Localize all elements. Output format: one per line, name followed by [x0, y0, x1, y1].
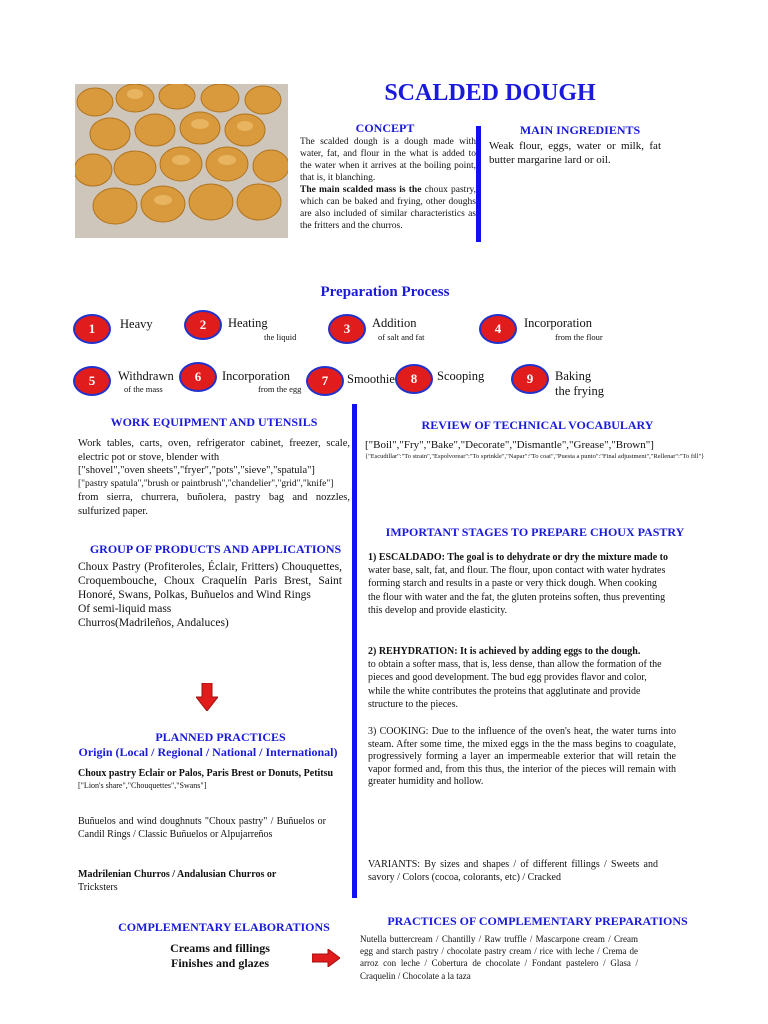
planned-item3 [78, 868, 320, 894]
planned-item2: Buñuelos and wind doughnuts "Choux pastry" / Buñuelos or Candil Rings / Classic Buñuelos or Alpujarreños [78, 816, 326, 840]
step-2-sub: the liquid [264, 332, 297, 342]
planned-item1-sub: ["Lion's share","Chouquettes","Swans"] [78, 781, 207, 790]
stage-3: 3) COOKING: Due to the influence of the oven's heat, the water turns into steam. After some time, the mixed eggs in the the mass begins to coagulate, progressively forming a layer an impermeable exterior that will retain the vapor formed and, from this thus, the interior of the pieces will remain with greater humidity and hollow. [368, 726, 676, 787]
step-8-circle: 8 [395, 364, 433, 394]
step-5-label: Withdrawn [118, 369, 174, 383]
practices-heading: PRACTICES OF COMPLEMENTARY PREPARATIONS [387, 914, 688, 928]
step-5-sub: of the mass [124, 384, 163, 394]
step-4-label: Incorporation [524, 316, 593, 330]
products-line1: Choux Pastry (Profiteroles, Éclair, Fritters) Chouquettes, Croquembouche, Choux Craquelín Paris Brest, Saint Honoré, Swans, Polkas, Buñuelos and Wind Rings [78, 561, 342, 601]
equipment-text [78, 437, 350, 518]
concept-p2-bold: The main scalded mass is the [300, 185, 422, 195]
stage-2 [368, 645, 668, 711]
products-heading: GROUP OF PRODUCTS AND APPLICATIONS [89, 542, 342, 556]
cream-puffs-photo [75, 84, 288, 238]
stage-1 [368, 551, 690, 617]
stages-heading: IMPORTANT STAGES TO PREPARE CHOUX PASTRY [385, 525, 685, 539]
equipment-line3: ["pastry spatula","brush or paintbrush","chandelier","grid","knife"] [78, 478, 334, 489]
step-7-circle: 7 [306, 366, 344, 396]
step-4-circle: 4 [479, 314, 517, 344]
ingredients-heading: MAIN INGREDIENTS [519, 123, 641, 137]
step-3-sub: of salt and fat [378, 332, 425, 342]
planned-item1: Choux pastry Éclair or Palos, Paris Brest or Donuts, Petitsu [78, 768, 334, 779]
divider-bar [476, 126, 481, 242]
complementary-list [140, 941, 300, 971]
equipment-line2: ["shovel","oven sheets","fryer","pots","sieve","spatula"] [78, 465, 315, 476]
equipment-line1: Work tables, carts, oven, refrigerator cabinet, freezer, scale, electric pot or stove, blender with [78, 438, 350, 463]
step-6-sub: from the egg [258, 384, 302, 394]
page-title: SCALDED DOUGH [384, 80, 596, 106]
ingredients-text: Weak flour, eggs, water or milk, fat butter margarine lard or oil. [489, 140, 661, 166]
vocab-heading: REVIEW OF TECHNICAL VOCABULARY [421, 418, 654, 432]
complementary-line1: Creams and fillings [170, 941, 270, 955]
arrow-right-icon [312, 949, 340, 972]
step-6-label: Incorporation [222, 369, 291, 383]
step-3-label: Addition [372, 316, 417, 330]
arrow-down-icon [196, 683, 218, 716]
complementary-heading: COMPLEMENTARY ELABORATIONS [118, 920, 330, 934]
concept-p2: choux pastry, which can be baked and frying, other doughs are also included of similar characteristics as the fritters and the churros. [300, 185, 476, 231]
planned-item3-text: Tricksters [78, 882, 118, 893]
step-3-circle: 3 [328, 314, 366, 344]
step-9-sub: the frying [555, 384, 604, 398]
products-line3: Of semi-liquid mass [78, 603, 172, 615]
products-line4: Churros(Madrileños, Andaluces) [78, 617, 229, 629]
planned-subheading: Origin (Local / Regional / National / International) [78, 745, 338, 759]
stage-1-bold: 1) ESCALDADO: The goal is to dehydrate or dry the mixture made to [368, 552, 668, 563]
vocab-line2: {"Escudillar":"To strain","Espolvorear":"To sprinkle","Napar":"To coat","Puesta a punto":"Final adjustment","Rellenar":"To fill"} [365, 453, 705, 460]
equipment-line4: from sierra, churrera, buñolera, pastry bag and nozzles, sulfurized paper. [78, 492, 350, 517]
concept-p1: The scalded dough is a dough made with water, fat, and flour in the what is added to the water when it arrives at the boiling point, that is, it blanching. [300, 137, 476, 183]
stage-2-text: to obtain a softer mass, that is, less dense, than allow the formation of the pieces and good development. The bud egg provides flavor and color, while the white contributes the proteins that agglutinate and provide structure to the pieces. [368, 659, 662, 710]
step-8-label: Scooping [437, 369, 485, 383]
step-2-circle: 2 [184, 310, 222, 340]
products-text [78, 560, 342, 630]
step-9-label: Baking [555, 369, 592, 383]
step-7-label: Smoothie [347, 372, 395, 386]
complementary-line2: Finishes and glazes [170, 956, 269, 970]
concept-text [300, 136, 476, 232]
preparation-heading: Preparation Process [320, 284, 450, 300]
planned-heading: PLANNED PRACTICES [155, 730, 286, 744]
vocab-line1: ["Boil","Fry","Bake","Decorate","Dismantle","Grease","Brown"] [365, 439, 654, 451]
step-6-circle: 6 [179, 362, 217, 392]
practices-text: Nutella buttercream / Chantilly / Raw truffle / Mascarpone cream / Cream egg and starch pastry / chocolate pastry cream / rice with leche / Crema de arroz con leche / Cobertura de chocolate / Fondant pastelero / Glasa / Craquelin / Chocolate a la taza [360, 934, 638, 981]
step-1-label: Heavy [120, 317, 153, 331]
step-5-circle: 5 [73, 366, 111, 396]
center-divider [352, 404, 357, 898]
stages-variants: VARIANTS: By sizes and shapes / of different fillings / Sweets and savory / Colors (cocoa, colorants, etc) / Cracked [368, 859, 658, 883]
step-2-label: Heating [228, 316, 268, 330]
concept-heading: CONCEPT [355, 121, 415, 135]
stage-2-bold: 2) REHYDRATION: It is achieved by adding eggs to the dough. [368, 646, 641, 657]
equipment-heading: WORK EQUIPMENT AND UTENSILS [110, 415, 318, 429]
step-4-sub: from the flour [555, 332, 603, 342]
planned-item3-bold: Madrilenian Churros / Andalusian Churros or [78, 869, 277, 880]
stage-1-text: water base, salt, fat, and flour. The flour, upon contact with water hydrates forming starch and results in a paste or very thick dough. When cooking the flour with water and the fat, the gluten proteins soften, thus preventing this develop and provide elasticity. [368, 565, 666, 616]
step-1-circle: 1 [73, 314, 111, 344]
step-9-circle: 9 [511, 364, 549, 394]
